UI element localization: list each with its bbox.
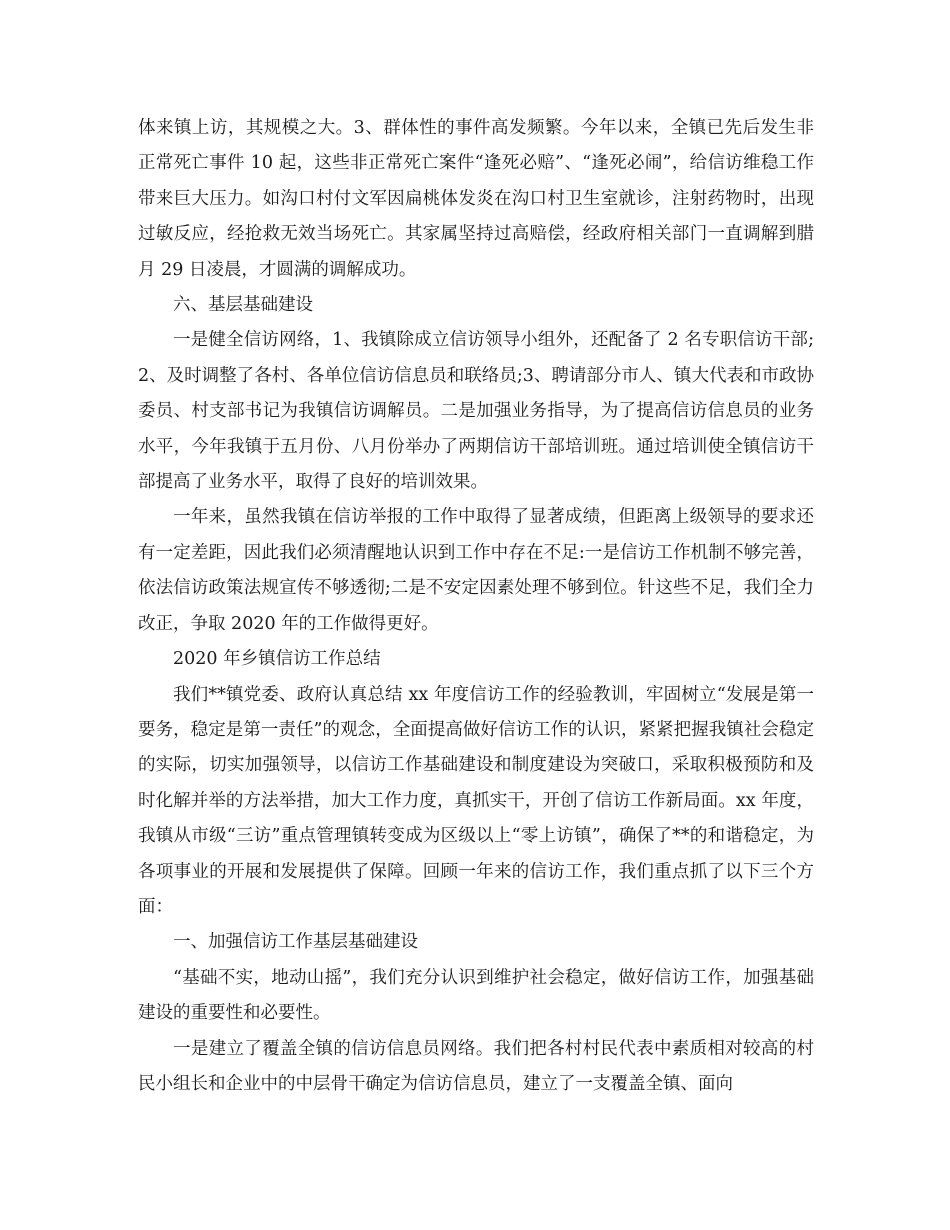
paragraph-informant-network: 一是建立了覆盖全镇的信访信息员网络。我们把各村村民代表中素质相对较高的村民小组长和企业中的中层骨干确定为信访信息员，建立了一支覆盖全镇、面向 xyxy=(138,1038,814,1094)
paragraph-continuation: 体来镇上访，其规模之大。3、群体性的事件高发频繁。今年以来，全镇已先后发生非正常死亡事件 10 起，这些非正常死亡案件“逢死必赔”、“逢死必闹”，给信访维稳工作带来巨大压力。如沟口村付文军因扁桃体发炎在沟口村卫生室就诊，注射药物时，出现过敏反应，经抢救无效当场死亡。其家属坚持过高赔偿，经政府相关部门一直调解到腊月 29 日凌晨，才圆满的调解成功。 xyxy=(138,118,814,280)
document-title: 2020 年乡镇信访工作总结 xyxy=(173,649,381,670)
paragraph-intro: 我们**镇党委、政府认真总结 xx 年度信访工作的经验教训，牢固树立“发展是第一要务，稳定是第一责任”的观念，全面提高做好信访工作的认识，紧紧把握我镇社会稳定的实际，切实加强领导，以信访工作基础建设和制度建设为突破口，采取积极预防和及时化解并举的方法举措，加大工作力度，真抓实干，开创了信访工作新局面。xx 年度，我镇从市级“三访”重点管理镇转变成为区级以上“零上访镇”，确保了**的和谐稳定，为各项事业的开展和发展提供了保障。回顾一年来的信访工作，我们重点抓了以下三个方面： xyxy=(138,684,814,917)
section-heading-grassroots: 六、基层基础建设 xyxy=(173,295,313,316)
paragraph-network: 一是健全信访网络，1、我镇除成立信访领导小组外，还配备了 2 名专职信访干部;2、及时调整了各村、各单位信访信息员和联络员;3、聘请部分市人、镇大代表和市政协委员、村支部书记为我镇信访调解员。二是加强业务指导，为了提高信访信息员的业务水平，今年我镇于五月份、八月份举办了两期信访干部培训班。通过培训使全镇信访干部提高了业务水平，取得了良好的培训效果。 xyxy=(138,330,814,493)
document-body xyxy=(138,111,814,1102)
section-heading-one: 一、加强信访工作基层基础建设 xyxy=(173,932,418,953)
paragraph-summary: 一年来，虽然我镇在信访举报的工作中取得了显著成绩，但距离上级领导的要求还有一定差距，因此我们必须清醒地认识到工作中存在不足:一是信访工作机制不够完善，依法信访政策法规宣传不够透彻;二是不安定因素处理不够到位。针这些不足，我们全力改正，争取 2020 年的工作做得更好。 xyxy=(138,507,814,634)
paragraph-foundation: “基础不实，地动山摇”，我们充分认识到维护社会稳定，做好信访工作，加强基础建设的重要性和必要性。 xyxy=(138,967,814,1024)
